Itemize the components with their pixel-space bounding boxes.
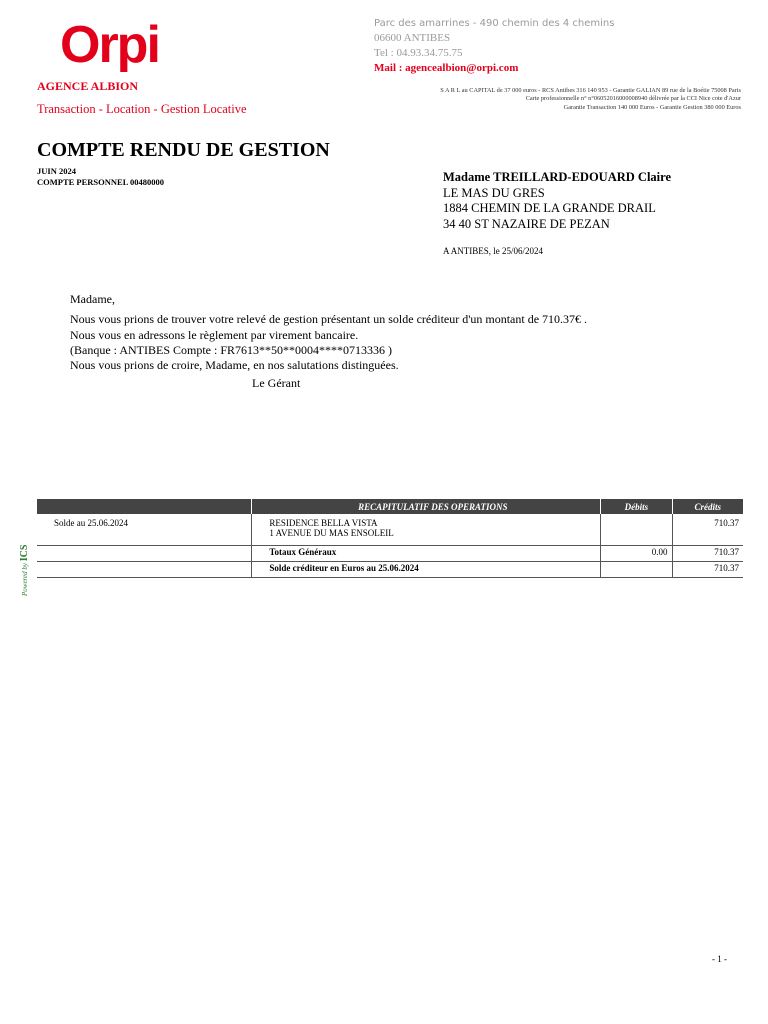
- row-description-line: 1 AVENUE DU MAS ENSOLEIL: [269, 528, 394, 538]
- row-debit: [601, 514, 672, 546]
- table-solde-row: [37, 562, 743, 578]
- agency-name: AGENCE ALBION: [37, 79, 139, 93]
- contact-address: Parc des amarrines - 490 chemin des 4 chemins: [374, 18, 615, 29]
- letter-signature: Le Gérant: [252, 376, 301, 390]
- powered-by-prefix: Powered by: [21, 563, 29, 596]
- logo-text: Orpi: [60, 16, 159, 72]
- row-description: [252, 514, 601, 546]
- letter-paragraph: Nous vous prions de trouver votre relevé de gestion présentant un solde créditeur d'un montant de 710.37€ .: [70, 312, 588, 327]
- row-credit: 710.37: [672, 514, 743, 546]
- letter-salutation: Madame,: [70, 292, 115, 306]
- powered-by-brand: ICS: [19, 544, 30, 562]
- legal-line: Garantie Transaction 140 000 Euros - Garantie Gestion 380 000 Euros: [563, 103, 741, 111]
- row-description-line: RESIDENCE BELLA VISTA: [269, 518, 378, 528]
- table-header-credits: Crédits: [672, 499, 743, 514]
- recipient-address: [443, 170, 671, 232]
- recipient-line: LE MAS DU GRES: [443, 185, 545, 200]
- document-subtitle: [37, 166, 164, 188]
- place-date: A ANTIBES, le 25/06/2024: [443, 246, 544, 256]
- contact-mail: Mail : agencealbion@orpi.com: [374, 62, 519, 74]
- table-header-operations: RECAPITULATIF DES OPERATIONS: [252, 499, 601, 514]
- table-header-row: [37, 499, 743, 514]
- table-totals-row: [37, 546, 743, 562]
- contact-city: 06600 ANTIBES: [374, 32, 451, 44]
- table-row: [37, 514, 743, 546]
- solde-label: Solde créditeur en Euros au 25.06.2024: [252, 562, 601, 578]
- powered-by-mark: [17, 538, 33, 598]
- recipient-line: 34 40 ST NAZAIRE DE PEZAN: [443, 216, 610, 231]
- letter-paragraph: (Banque : ANTIBES Compte : FR7613**50**0004****0713336 ): [70, 342, 392, 357]
- document-period: JUIN 2024: [37, 166, 76, 176]
- totals-label: Totaux Généraux: [252, 546, 601, 562]
- legal-mentions: [300, 87, 741, 112]
- page-number: - 1 -: [712, 954, 727, 964]
- totals-debit: 0.00: [601, 546, 672, 562]
- legal-line: S A R L au CAPITAL de 37 000 euros - RCS Antibes 316 140 953 - Garantie GALIAN 89 rue de la Boétie 75008 Paris: [440, 87, 741, 94]
- document-account: COMPTE PERSONNEL 00480000: [37, 177, 165, 187]
- contact-tel: Tel : 04.93.34.75.75: [374, 47, 463, 59]
- totals-credit: 710.37: [672, 546, 743, 562]
- orpi-logo: [60, 16, 182, 72]
- table-header-debits: Débits: [601, 499, 672, 514]
- agency-tagline: Transaction - Location - Gestion Locative: [37, 102, 247, 116]
- row-label: Solde au 25.06.2024: [37, 514, 252, 546]
- recipient-name: Madame TREILLARD-EDOUARD Claire: [443, 170, 672, 184]
- letter-paragraph: Nous vous prions de croire, Madame, en nos salutations distinguées.: [70, 358, 399, 373]
- legal-line: Carte professionnelle n° n°060520160000089​40 délivrée par la CCI Nice cote d'Azur: [525, 95, 741, 103]
- solde-credit: 710.37: [672, 562, 743, 578]
- agency-contact: [374, 16, 614, 76]
- table-header-cell: [37, 499, 252, 514]
- document-title: COMPTE RENDU DE GESTION: [37, 139, 330, 161]
- recipient-line: 1884 CHEMIN DE LA GRANDE DRAIL: [443, 201, 656, 215]
- letter-paragraph: Nous vous en adressons le règlement par virement bancaire.: [70, 327, 359, 342]
- operations-table: [37, 499, 743, 578]
- letter-body: [70, 292, 587, 373]
